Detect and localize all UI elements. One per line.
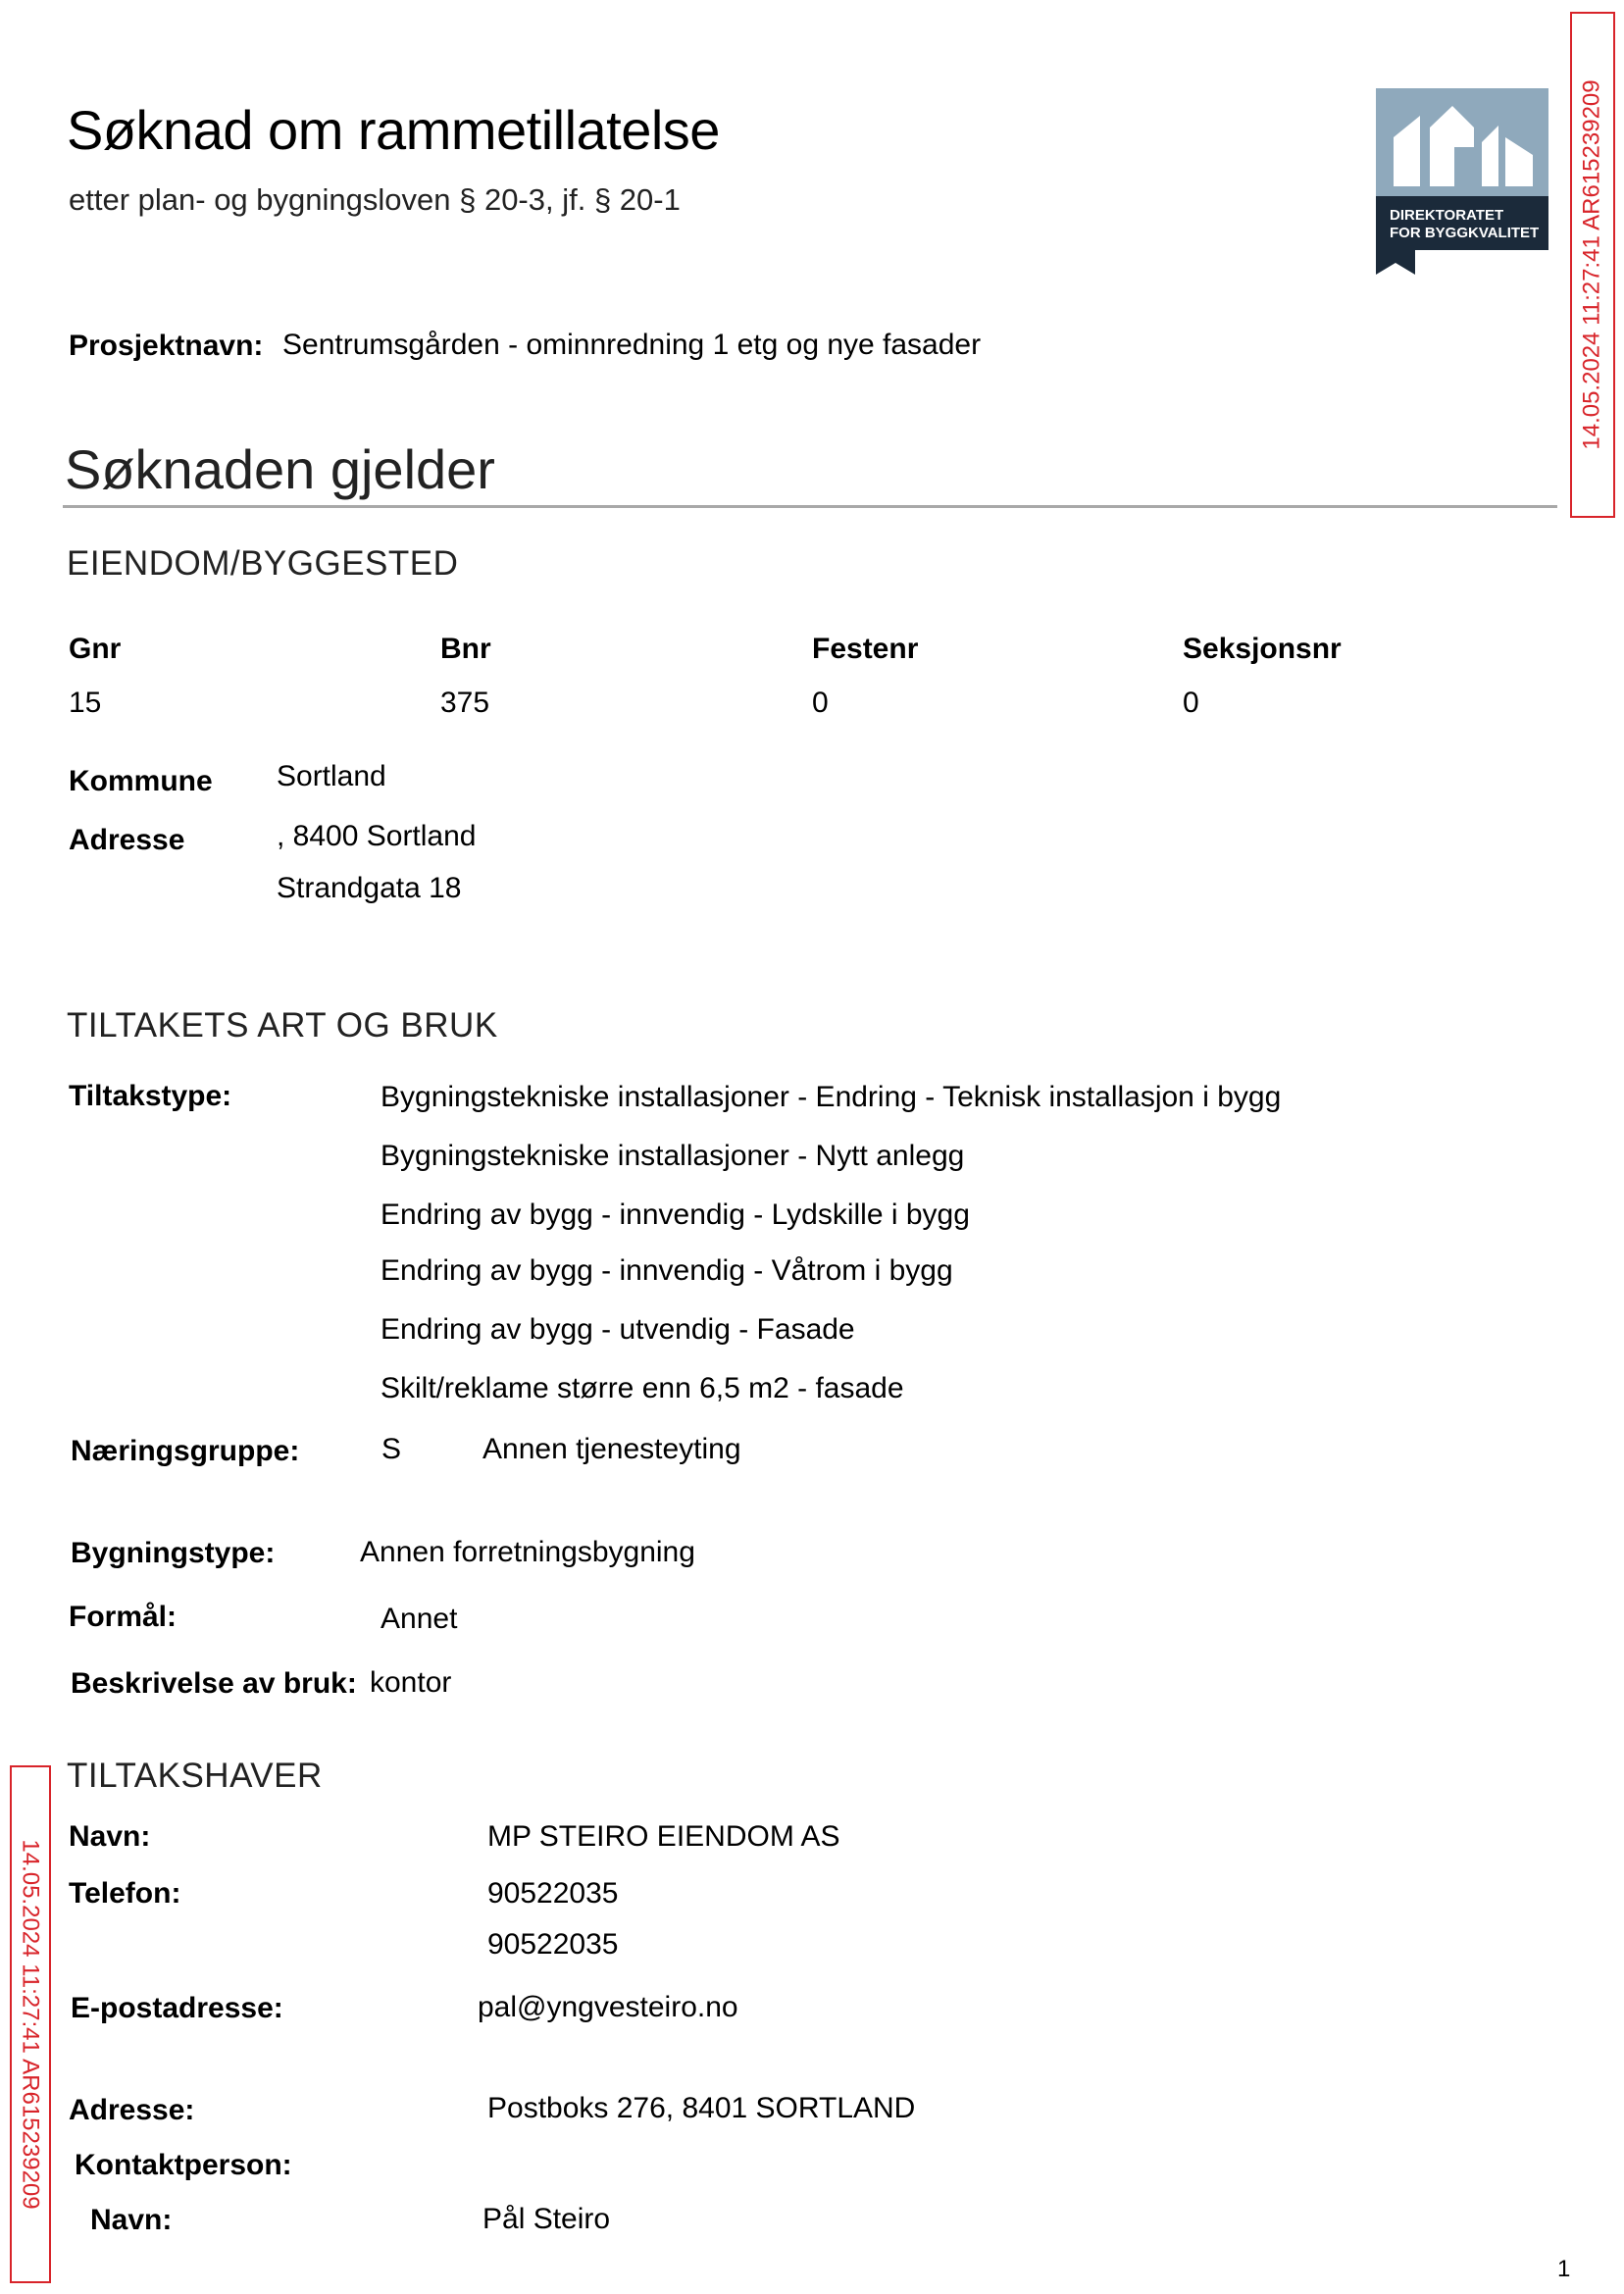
document-subtitle: etter plan- og bygningsloven § 20-3, jf. § 20-1: [69, 182, 681, 217]
kommune-value: Sortland: [277, 760, 386, 792]
property-heading: EIENDOM/BYGGESTED: [67, 544, 459, 583]
epost-value: pal@yngvesteiro.no: [478, 1991, 738, 2023]
bruk-label: Beskrivelse av bruk:: [71, 1667, 357, 1700]
timestamp-stamp-top: [1570, 12, 1615, 518]
tiltakshaver-heading: TILTAKSHAVER: [67, 1757, 323, 1795]
tiltakstype-item: Endring av bygg - utvendig - Fasade: [381, 1313, 855, 1346]
page-number: 1: [1557, 2256, 1571, 2282]
bygningstype-label: Bygningstype:: [71, 1537, 276, 1569]
tiltakstype-item: Skilt/reklame større enn 6,5 m2 - fasade: [381, 1372, 904, 1404]
adresse-line1: , 8400 Sortland: [277, 820, 477, 852]
stamp-text: 14.05.2024 11:27:41 AR615239209: [1579, 79, 1605, 450]
navn-label: Navn:: [69, 1820, 151, 1853]
festenr-value: 0: [812, 687, 829, 719]
adresse-label: Adresse: [69, 824, 185, 856]
bnr-value: 375: [440, 687, 490, 719]
tiltakstype-label: Tiltakstype:: [69, 1080, 232, 1112]
section-title: Søknaden gjelder: [65, 438, 495, 500]
tiltakshaver-adresse-label: Adresse:: [69, 2094, 195, 2126]
kontakt-navn-value: Pål Steiro: [482, 2203, 611, 2235]
tiltak-heading: TILTAKETS ART OG BRUK: [67, 1006, 498, 1045]
naering-code: S: [381, 1433, 402, 1465]
section-divider: [63, 505, 1557, 508]
naering-value: Annen tjenesteyting: [482, 1433, 741, 1465]
kommune-label: Kommune: [69, 765, 213, 797]
adresse-line2: Strandgata 18: [277, 872, 462, 904]
bygningstype-value: Annen forretningsbygning: [360, 1536, 695, 1568]
kontaktperson-label: Kontaktperson:: [75, 2149, 292, 2181]
tiltakshaver-adresse-value: Postboks 276, 8401 SORTLAND: [487, 2092, 916, 2124]
tiltakstype-item: Endring av bygg - innvendig - Lydskille i bygg: [381, 1198, 970, 1231]
gnr-value: 15: [69, 687, 102, 719]
seksjonsnr-value: 0: [1183, 687, 1199, 719]
building-logo-icon: [1376, 88, 1548, 275]
festenr-label: Festenr: [812, 633, 919, 665]
seksjonsnr-label: Seksjonsnr: [1183, 633, 1342, 665]
bruk-value: kontor: [370, 1666, 452, 1699]
tiltakstype-item: Endring av bygg - innvendig - Våtrom i bygg: [381, 1254, 953, 1287]
project-label: Prosjektnavn:: [69, 330, 264, 362]
telefon-label: Telefon:: [69, 1877, 181, 1910]
formaal-label: Formål:: [69, 1601, 178, 1633]
logo-text-2: FOR BYGGKVALITET: [1390, 225, 1540, 241]
naering-label: Næringsgruppe:: [71, 1435, 300, 1467]
tiltakstype-item: Bygningstekniske installasjoner - Endring - Teknisk installasjon i bygg: [381, 1081, 1282, 1113]
kontakt-navn-label: Navn:: [90, 2204, 173, 2236]
stamp-text: 14.05.2024 11:27:41 AR615239209: [18, 1839, 44, 2210]
telefon-value: 90522035: [487, 1928, 619, 1961]
tiltakstype-item: Bygningstekniske installasjoner - Nytt anlegg: [381, 1140, 965, 1172]
dibk-logo: [1376, 88, 1548, 275]
telefon-value: 90522035: [487, 1877, 619, 1910]
navn-value: MP STEIRO EIENDOM AS: [487, 1820, 840, 1853]
document-title: Søknad om rammetillatelse: [67, 99, 720, 161]
gnr-label: Gnr: [69, 633, 122, 665]
formaal-value: Annet: [381, 1603, 458, 1635]
project-name: Sentrumsgården - ominnredning 1 etg og nye fasader: [282, 329, 982, 361]
bnr-label: Bnr: [440, 633, 491, 665]
timestamp-stamp-left: [10, 1765, 51, 2283]
epost-label: E-postadresse:: [71, 1992, 283, 2024]
logo-text-1: DIREKTORATET: [1390, 207, 1504, 224]
